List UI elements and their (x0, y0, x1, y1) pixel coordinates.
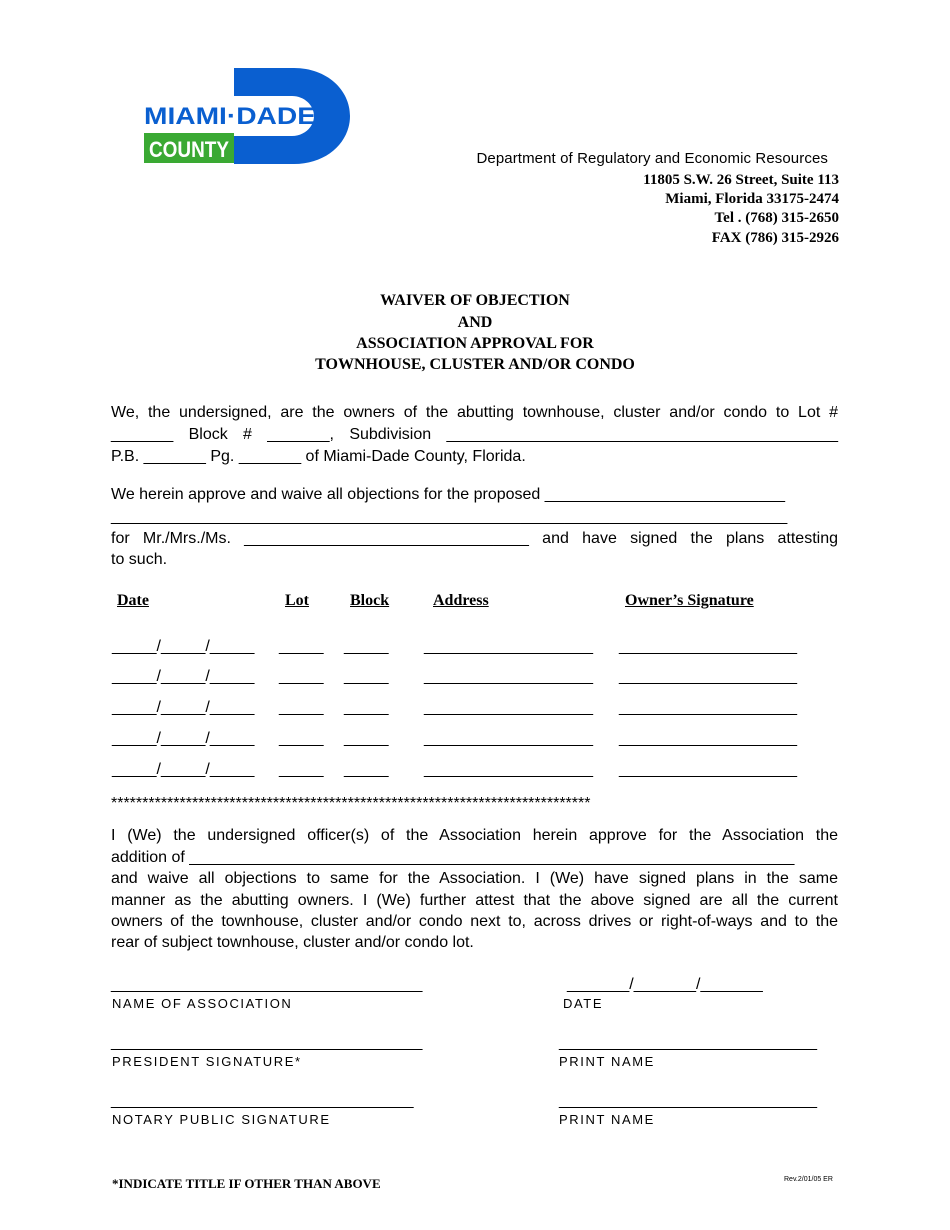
col-header-address: Address (433, 592, 489, 609)
row1-block[interactable]: _____ (344, 638, 389, 655)
row5-address[interactable]: ___________________ (424, 761, 594, 778)
row4-date[interactable]: _____/_____/_____ (112, 730, 255, 747)
col-header-lot: Lot (285, 592, 309, 609)
address-street: 11805 S.W. 26 Street, Suite 113 (643, 172, 839, 188)
col-header-signature: Owner’s Signature (625, 592, 754, 609)
logo-text-miami-dade: MIAMI·DADE (144, 103, 316, 130)
association-name-field[interactable]: ___________________________________ (111, 976, 423, 993)
department-name: Department of Regulatory and Economic Resources (476, 150, 828, 167)
print-name-label-1: PRINT NAME (559, 1054, 655, 1069)
row5-date[interactable]: _____/_____/_____ (112, 761, 255, 778)
association-statement-line5: owners of the townhouse, cluster and/or condo next to, across drives or right-of-ways and to the (111, 913, 838, 930)
form-title-line1: WAIVER OF OBJECTION (380, 292, 570, 309)
form-title-line3: ASSOCIATION APPROVAL FOR (356, 335, 594, 352)
form-title-line2: AND (457, 314, 493, 331)
form-title-line4: TOWNHOUSE, CLUSTER AND/OR CONDO (315, 356, 635, 373)
association-statement-line4: manner as the abutting owners. I (We) further attest that the above signed are all the current (111, 892, 838, 909)
address-city: Miami, Florida 33175-2474 (665, 191, 839, 207)
proposed-field-line1[interactable]: We herein approve and waive all objections for the proposed ___________________________ (111, 486, 786, 503)
notary-signature-label: NOTARY PUBLIC SIGNATURE (112, 1112, 331, 1127)
row1-signature[interactable]: ____________________ (619, 638, 797, 655)
association-statement-line3: and waive all objections to same for the Association. I (We) have signed plans in the same (111, 870, 838, 887)
row5-lot[interactable]: _____ (279, 761, 324, 778)
row3-lot[interactable]: _____ (279, 699, 324, 716)
notary-signature-field[interactable]: __________________________________ (111, 1092, 414, 1109)
row4-signature[interactable]: ____________________ (619, 730, 797, 747)
address-fax: FAX (786) 315-2926 (711, 230, 839, 246)
print-name-field-1[interactable]: _____________________________ (559, 1034, 818, 1051)
title-footnote: *INDICATE TITLE IF OTHER THAN ABOVE (112, 1176, 381, 1191)
owner-name-field[interactable]: for Mr./Mrs./Ms. ________________________________ and have signed the plans attesting (111, 530, 838, 547)
print-name-label-2: PRINT NAME (559, 1112, 655, 1127)
row1-lot[interactable]: _____ (279, 638, 324, 655)
row3-date[interactable]: _____/_____/_____ (112, 699, 255, 716)
association-name-label: NAME OF ASSOCIATION (112, 996, 293, 1011)
logo-text-county: COUNTY (149, 137, 230, 162)
row2-block[interactable]: _____ (344, 668, 389, 685)
address-tel: Tel . (768) 315-2650 (714, 210, 839, 226)
revision-code: Rev.2/01/05 ER (784, 1176, 833, 1183)
row3-signature[interactable]: ____________________ (619, 699, 797, 716)
attest-text: to such. (111, 551, 168, 568)
row4-block[interactable]: _____ (344, 730, 389, 747)
row5-signature[interactable]: ____________________ (619, 761, 797, 778)
row2-address[interactable]: ___________________ (424, 668, 594, 685)
pb-pg-fields[interactable]: P.B. _______ Pg. _______ of Miami-Dade County, Florida. (111, 448, 526, 465)
date-field[interactable]: _______/_______/_______ (567, 976, 763, 993)
date-label: DATE (563, 996, 604, 1011)
miami-dade-county-logo (142, 66, 354, 166)
col-header-block: Block (350, 592, 390, 609)
row4-address[interactable]: ___________________ (424, 730, 594, 747)
row2-date[interactable]: _____/_____/_____ (112, 668, 255, 685)
row5-block[interactable]: _____ (344, 761, 389, 778)
print-name-field-2[interactable]: _____________________________ (559, 1092, 818, 1109)
president-signature-field[interactable]: ___________________________________ (111, 1034, 423, 1051)
lot-block-subdivision-fields[interactable]: _______ Block # _______, Subdivision ____________________________________________ (111, 426, 838, 443)
row3-address[interactable]: ___________________ (424, 699, 594, 716)
row4-lot[interactable]: _____ (279, 730, 324, 747)
row2-lot[interactable]: _____ (279, 668, 324, 685)
association-statement-line6: rear of subject townhouse, cluster and/or condo lot. (111, 934, 474, 951)
proposed-field-line2[interactable]: ____________________________________________________________________________ (111, 508, 788, 525)
association-statement-line1: I (We) the undersigned officer(s) of the Association herein approve for the Association the (111, 827, 838, 844)
president-signature-label: PRESIDENT SIGNATURE* (112, 1054, 302, 1069)
addition-of-field[interactable]: addition of ____________________________________________________________________ (111, 849, 795, 866)
row3-block[interactable]: _____ (344, 699, 389, 716)
row2-signature[interactable]: ____________________ (619, 668, 797, 685)
asterisk-separator: ***************************************************************************** (111, 795, 591, 812)
row1-address[interactable]: ___________________ (424, 638, 594, 655)
row1-date[interactable]: _____/_____/_____ (112, 638, 255, 655)
owners-statement-line1: We, the undersigned, are the owners of the abutting townhouse, cluster and/or condo to Lot # (111, 404, 838, 421)
col-header-date: Date (117, 592, 149, 609)
